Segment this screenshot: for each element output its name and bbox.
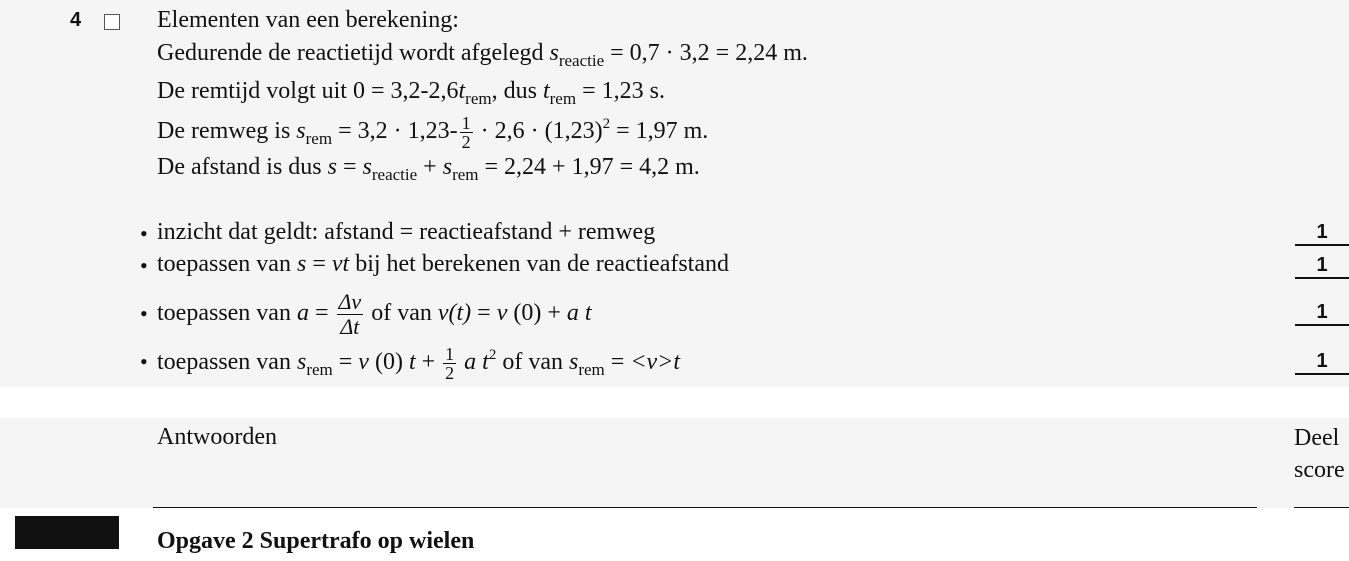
criterion-2: toepassen van s = vt bij het berekenen van de reactieafstand <box>157 251 729 277</box>
fraction-delta: $\frac{\Delta v}{\Delta t}$ <box>338 288 362 339</box>
criterion-1: inzicht dat geldt: afstand = reactieafstand + remweg <box>157 219 656 245</box>
section-marker-block <box>15 516 119 549</box>
answers-heading: Antwoorden <box>157 424 277 450</box>
fraction-half-2: $\frac{1}{2}$ <box>445 343 455 383</box>
question-checkbox[interactable] <box>104 14 120 30</box>
opgave-title: Opgave 2 Supertrafo op wielen <box>157 528 475 554</box>
criterion-3: toepassen van a = $\frac{\Delta v}{\Delta t}$ of van v(t) = v (0) + a t <box>157 288 592 339</box>
solution-intro: Elementen van een berekening: <box>157 7 459 33</box>
question-number: 4 <box>70 9 82 31</box>
bullet-4: • <box>140 349 148 374</box>
criterion-4: toepassen van $s_{rem} = v$ (0) t + $\frac{1}{2}$ a $t^2$ of van $s_{rem} = <v>t$ <box>157 343 681 383</box>
partial-score-heading-line2: score <box>1294 457 1345 483</box>
bullet-2: • <box>140 253 148 278</box>
solution-line-braketime: De remtijd volgt uit $0 = 3,2-2,6t_{rem}$, dus $t_{rem} = 1,23$ s. <box>157 78 665 108</box>
solution-line-brakedistance: De remweg is $s_{rem} = 3,2 \cdot 1,23-$ $\frac{1}{2}$ · $2,6 \cdot (1,23)^2 = 1,97$ m. <box>157 113 709 152</box>
bullet-3: • <box>140 301 148 326</box>
bullet-1: • <box>140 221 148 246</box>
score-1: 1 <box>1295 220 1349 246</box>
divider-score <box>1294 507 1349 508</box>
divider-main <box>153 507 1257 508</box>
score-3: 1 <box>1295 300 1349 326</box>
partial-score-heading-line1: Deel <box>1294 425 1340 451</box>
fraction-half: $\frac{1}{2}$ <box>461 113 471 152</box>
score-2: 1 <box>1295 253 1349 279</box>
score-4: 1 <box>1295 349 1349 375</box>
solution-line-total: De afstand is dus $s = s_{reactie} + s_{rem} = 2,24 + 1,97 = 4,2$ m. <box>157 154 700 184</box>
solution-line-reaction: Gedurende de reactietijd wordt afgelegd $s_{reactie} = 0,7 \cdot 3,2 = 2,24$ m. <box>157 40 808 70</box>
